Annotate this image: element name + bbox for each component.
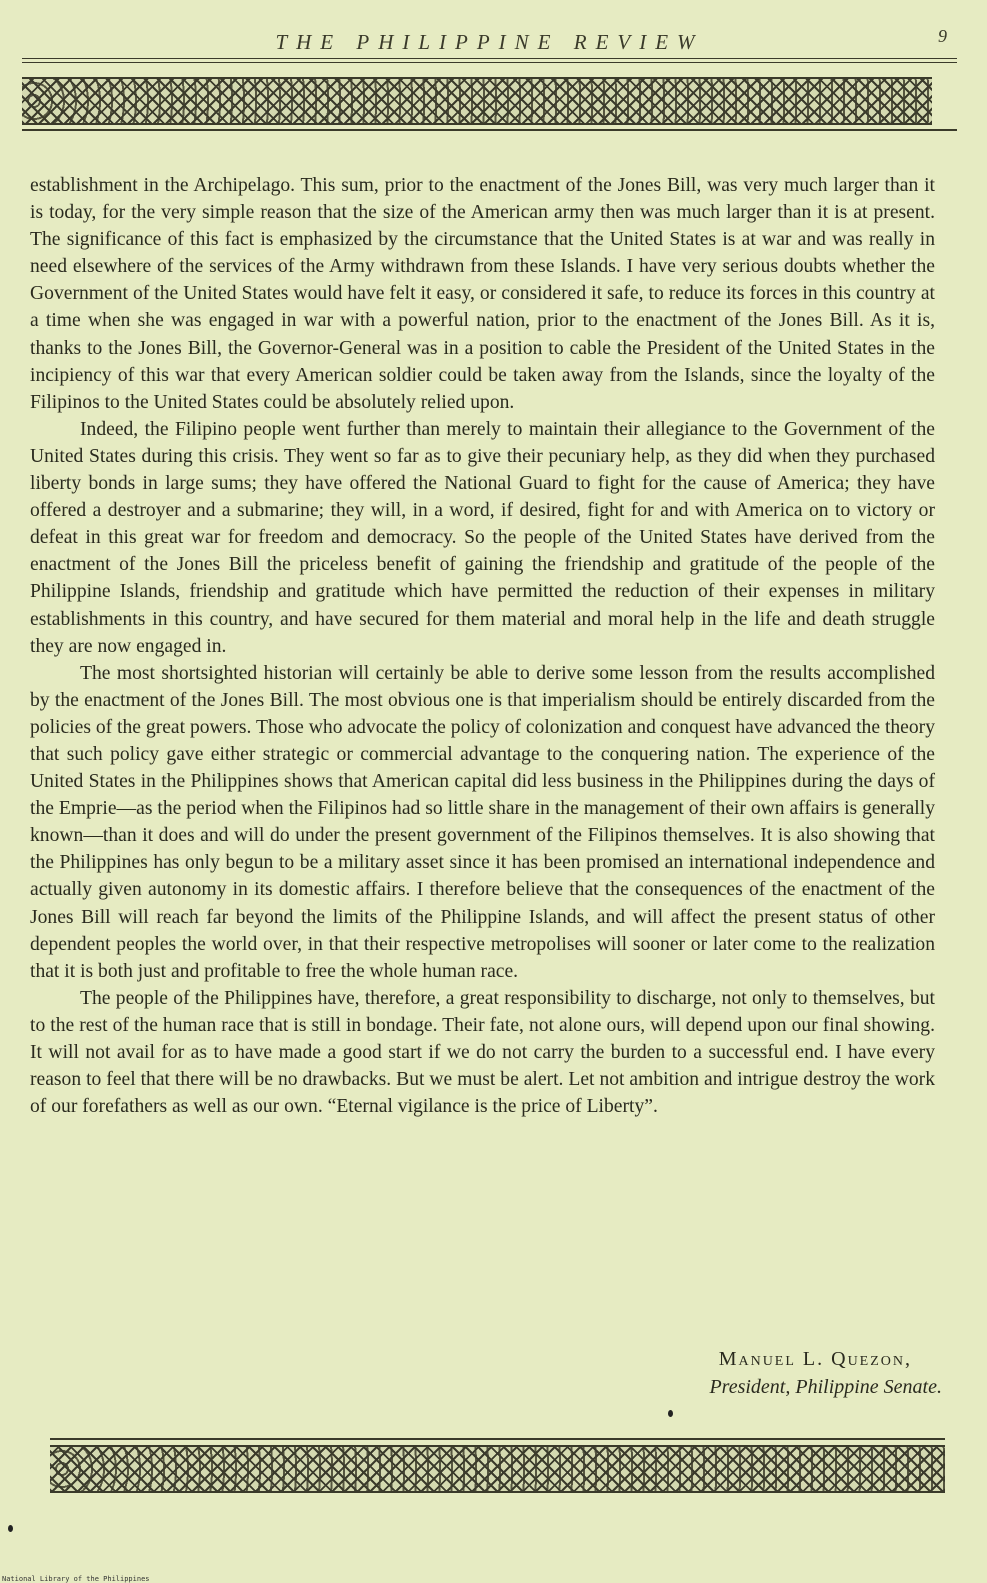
- running-title: THE PHILIPPINE REVIEW: [275, 30, 704, 54]
- running-head: [22, 22, 957, 52]
- paragraph-2: Indeed, the Filipino people went further than merely to maintain their allegiance to the Government of the United States during this crisis. They went so far as to give their pecuniary help, as they did when they purchased liberty bonds in large sums; they have offered the National Guard to fight for the cause of America; they have offered a destroyer and a submarine; they will, in a word, if desired, fight for and with America on to victory or defeat in this great war for freedom and democracy. So the people of the United States have derived from the enactment of the Jones Bill the priceless benefit of gaining the friendship and gratitude of the people of the Philippine Islands, friendship and gratitude which have permitted the reduction of their expenses in military establishments in this country, and have secured for them material and moral help in the life and death struggle they are now engaged in.: [30, 418, 935, 657]
- bottom-ornament-band: [50, 1445, 945, 1493]
- page-number: 9: [938, 26, 947, 46]
- footer-rule: [50, 1438, 945, 1440]
- paragraph-4: The people of the Philippines have, therefore, a great responsibility to discharge, not only to themselves, but to the rest of the human race that is still in bondage. Their fate, not alone ours, will depend upon our final showing. It will not avail for as to have made a good start if we do not carry the burden to a successful end. I have every reason to feel that there will be no drawbacks. But we must be alert. Let not ambition and intrigue destroy the work of our forefathers as well as our own. “Eternal vigilance is the price of Liberty”.: [30, 987, 935, 1118]
- paragraph-3: The most shortsighted historian will certainly be able to derive some lesson from the results accomplished by the enactment of the Jones Bill. The most obvious one is that imperialism should be entirely discarded from the policies of the great powers. Those who advocate the policy of colonization and conquest have advanced the theory that such policy gave either strategic or commercial advantage to the conquering nation. The experience of the United States in the Philippines shows that American capital did less business in the Philippines during the days of the Emprie—as the period when the Filipinos had so little share in the management of their own affairs is generally known—than it does and will do under the present government of the Filipinos themselves. It is also showing that the Philippines has only begun to be a military asset since it has been promised an international independence and actually given autonomy in its domestic affairs. I therefore believe that the consequences of the enactment of the Jones Bill will reach far beyond the limits of the Philippine Islands, and will affect the present status of other dependent peoples the world over, in that their respective metropolises will sooner or later come to the realization that it is both just and profitable to free the whole human race.: [30, 662, 935, 982]
- author-title: President, Philippine Senate.: [709, 1376, 942, 1398]
- header-rule: [22, 58, 957, 59]
- author-name: Manuel L. Quezon,: [718, 1348, 912, 1370]
- footer-credit: National Library of the Philippines: [2, 1575, 150, 1583]
- header-rule-double: [22, 62, 957, 63]
- closing-dot: [668, 1410, 673, 1417]
- signature-block: [709, 1345, 942, 1401]
- top-ornament-band: [22, 77, 932, 125]
- article-body: [30, 172, 935, 1120]
- paragraph-1: establishment in the Archipelago. This sum, prior to the enactment of the Jones Bill, was very much larger than it is today, for the very simple reason that the size of the American army then was much larger than it is at present. The significance of this fact is emphasized by the circumstance that the United States is at war and was really in need elsewhere of the services of the Army withdrawn from these Islands. I have very serious doubts whether the Government of the United States would have felt it easy, or considered it safe, to reduce its forces in this country at a time when she was engaged in war with a powerful nation, prior to the enactment of the Jones Bill. As it is, thanks to the Jones Bill, the Governor-General was in a position to cable the President of the United States in the incipiency of this war that every American soldier could be taken away from the Islands, since the loyalty of the Filipinos to the United States could be absolutely relied upon.: [30, 175, 935, 413]
- margin-dot: [8, 1525, 13, 1532]
- ornament-bottom-rule: [22, 129, 957, 131]
